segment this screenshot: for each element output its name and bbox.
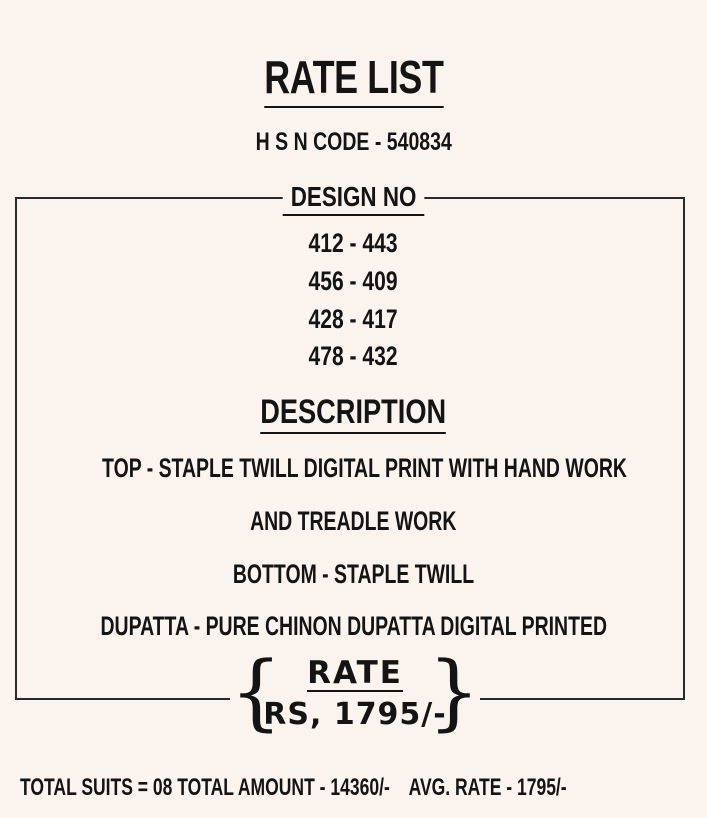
right-brace: } xyxy=(427,645,480,740)
rate-box xyxy=(230,645,480,740)
rate-value: RS, 1795/- xyxy=(263,697,447,732)
description-line-text: BOTTOM - STAPLE TWILL xyxy=(232,559,475,589)
hsn-code xyxy=(0,128,707,157)
footer-summary xyxy=(20,774,707,802)
title-text: RATE LIST xyxy=(264,50,443,108)
description-line-text: TOP - STAPLE TWILL DIGITAL PRINT WITH HAND WORK xyxy=(102,453,627,483)
design-number-text: 428 - 417 xyxy=(309,304,398,334)
design-number-4 xyxy=(0,341,707,372)
footer-text: TOTAL SUITS = 08 TOTAL AMOUNT - 14360/- AVG. RATE - 1795/- xyxy=(20,774,567,801)
description-heading-text: DESCRIPTION xyxy=(261,392,447,434)
design-number-text: 412 - 443 xyxy=(309,228,398,258)
design-heading xyxy=(0,180,707,216)
rate-label-text: RATE xyxy=(307,655,403,691)
description-heading xyxy=(0,392,707,434)
description-line-text: DUPATTA - PURE CHINON DUPATTA DIGITAL PRINTED xyxy=(100,611,607,641)
design-number-1 xyxy=(0,228,707,259)
left-brace: { xyxy=(230,645,283,740)
design-heading-text: DESIGN NO xyxy=(283,180,425,216)
hsn-code-text: H S N CODE - 540834 xyxy=(255,128,452,156)
design-number-3 xyxy=(0,304,707,335)
design-number-text: 478 - 432 xyxy=(309,341,398,371)
description-line-text: AND TREADLE WORK xyxy=(250,506,457,536)
description-line-2 xyxy=(0,506,707,537)
design-number-2 xyxy=(0,266,707,297)
description-line-4 xyxy=(0,611,707,642)
page-title xyxy=(0,50,707,108)
design-number-text: 456 - 409 xyxy=(309,266,398,296)
description-line-1 xyxy=(0,453,707,484)
description-line-3 xyxy=(0,559,707,590)
